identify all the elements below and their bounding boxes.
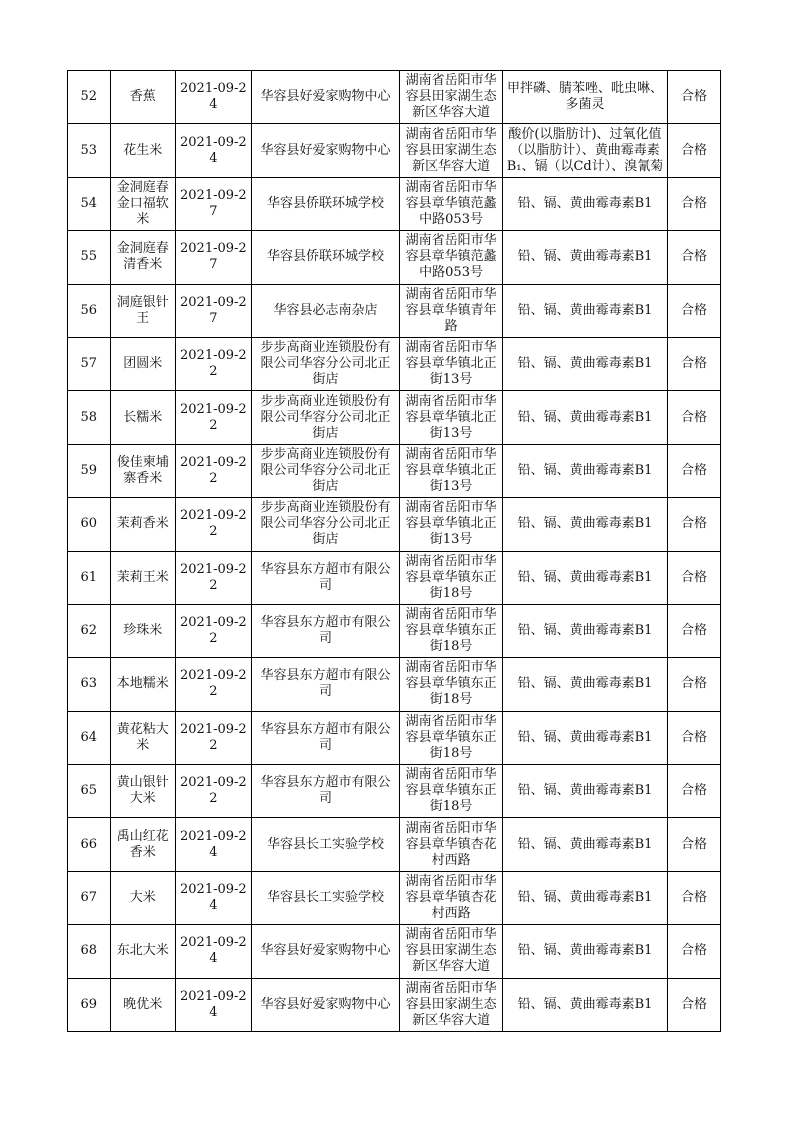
test-items-cell: 铅、镉、黄曲霉毒素B1 <box>502 711 667 764</box>
product-name-cell: 茉莉王米 <box>110 551 175 604</box>
table-row <box>68 818 721 871</box>
row-number-cell: 61 <box>68 551 111 604</box>
row-number-cell: 65 <box>68 765 111 818</box>
table-row <box>68 765 721 818</box>
sampling-date-cell: 2021-09-24 <box>175 978 251 1031</box>
test-result-cell: 合格 <box>668 551 721 604</box>
test-result-cell: 合格 <box>668 124 721 177</box>
table-row <box>68 71 721 124</box>
table-row <box>68 177 721 230</box>
test-result-cell: 合格 <box>668 818 721 871</box>
unit-address-cell: 湖南省岳阳市华容县章华镇东正街18号 <box>400 604 503 657</box>
row-number-cell: 58 <box>68 391 111 444</box>
table-row <box>68 871 721 924</box>
test-result-cell: 合格 <box>668 711 721 764</box>
sampling-date-cell: 2021-09-22 <box>175 658 251 711</box>
row-number-cell: 69 <box>68 978 111 1031</box>
sampling-date-cell: 2021-09-24 <box>175 818 251 871</box>
product-name-cell: 茉莉香米 <box>110 498 175 551</box>
sampled-unit-cell: 步步高商业连锁股份有限公司华容分公司北正街店 <box>251 498 399 551</box>
table-row <box>68 498 721 551</box>
product-name-cell: 珍珠米 <box>110 604 175 657</box>
row-number-cell: 63 <box>68 658 111 711</box>
sampled-unit-cell: 华容县必志南杂店 <box>251 284 399 337</box>
product-name-cell: 俊佳柬埔寨香米 <box>110 444 175 497</box>
product-name-cell: 本地糯米 <box>110 658 175 711</box>
test-items-cell: 铅、镉、黄曲霉毒素B1 <box>502 604 667 657</box>
row-number-cell: 59 <box>68 444 111 497</box>
sampling-date-cell: 2021-09-22 <box>175 444 251 497</box>
test-result-cell: 合格 <box>668 337 721 390</box>
test-result-cell: 合格 <box>668 978 721 1031</box>
product-name-cell: 黄山银针大米 <box>110 765 175 818</box>
product-name-cell: 香蕉 <box>110 71 175 124</box>
sampled-unit-cell: 华容县长工实验学校 <box>251 818 399 871</box>
test-items-cell: 铅、镉、黄曲霉毒素B1 <box>502 284 667 337</box>
table-row <box>68 337 721 390</box>
unit-address-cell: 湖南省岳阳市华容县田家湖生态新区华容大道 <box>400 978 503 1031</box>
table-row <box>68 978 721 1031</box>
sampling-date-cell: 2021-09-24 <box>175 871 251 924</box>
product-name-cell: 洞庭银针王 <box>110 284 175 337</box>
sampled-unit-cell: 华容县好爱家购物中心 <box>251 124 399 177</box>
sampled-unit-cell: 华容县东方超市有限公司 <box>251 765 399 818</box>
sampling-date-cell: 2021-09-22 <box>175 711 251 764</box>
test-result-cell: 合格 <box>668 925 721 978</box>
product-name-cell: 花生米 <box>110 124 175 177</box>
unit-address-cell: 湖南省岳阳市华容县章华镇青年路 <box>400 284 503 337</box>
test-result-cell: 合格 <box>668 871 721 924</box>
sampling-date-cell: 2021-09-24 <box>175 925 251 978</box>
test-result-cell: 合格 <box>668 658 721 711</box>
sampled-unit-cell: 华容县侨联环城学校 <box>251 231 399 284</box>
row-number-cell: 56 <box>68 284 111 337</box>
product-name-cell: 禹山红花香米 <box>110 818 175 871</box>
row-number-cell: 53 <box>68 124 111 177</box>
sampling-date-cell: 2021-09-22 <box>175 551 251 604</box>
unit-address-cell: 湖南省岳阳市华容县田家湖生态新区华容大道 <box>400 124 503 177</box>
sampling-date-cell: 2021-09-22 <box>175 337 251 390</box>
table-body <box>68 71 721 1032</box>
unit-address-cell: 湖南省岳阳市华容县田家湖生态新区华容大道 <box>400 925 503 978</box>
test-result-cell: 合格 <box>668 604 721 657</box>
row-number-cell: 54 <box>68 177 111 230</box>
row-number-cell: 52 <box>68 71 111 124</box>
unit-address-cell: 湖南省岳阳市华容县章华镇北正街13号 <box>400 337 503 390</box>
sampling-date-cell: 2021-09-22 <box>175 391 251 444</box>
product-name-cell: 东北大米 <box>110 925 175 978</box>
test-items-cell: 铅、镉、黄曲霉毒素B1 <box>502 658 667 711</box>
row-number-cell: 66 <box>68 818 111 871</box>
row-number-cell: 64 <box>68 711 111 764</box>
inspection-results-table <box>67 70 721 1032</box>
sampling-date-cell: 2021-09-27 <box>175 177 251 230</box>
test-items-cell: 铅、镉、黄曲霉毒素B1 <box>502 391 667 444</box>
table-row <box>68 444 721 497</box>
unit-address-cell: 湖南省岳阳市华容县田家湖生态新区华容大道 <box>400 71 503 124</box>
table-row <box>68 604 721 657</box>
test-result-cell: 合格 <box>668 177 721 230</box>
table-row <box>68 711 721 764</box>
row-number-cell: 57 <box>68 337 111 390</box>
sampled-unit-cell: 华容县好爱家购物中心 <box>251 978 399 1031</box>
unit-address-cell: 湖南省岳阳市华容县章华镇东正街18号 <box>400 551 503 604</box>
unit-address-cell: 湖南省岳阳市华容县章华镇北正街13号 <box>400 444 503 497</box>
unit-address-cell: 湖南省岳阳市华容县章华镇北正街13号 <box>400 391 503 444</box>
product-name-cell: 大米 <box>110 871 175 924</box>
sampling-date-cell: 2021-09-24 <box>175 71 251 124</box>
unit-address-cell: 湖南省岳阳市华容县章华镇东正街18号 <box>400 711 503 764</box>
sampled-unit-cell: 华容县好爱家购物中心 <box>251 925 399 978</box>
table-row <box>68 391 721 444</box>
sampled-unit-cell: 华容县长工实验学校 <box>251 871 399 924</box>
test-items-cell: 铅、镉、黄曲霉毒素B1 <box>502 231 667 284</box>
row-number-cell: 67 <box>68 871 111 924</box>
table-row <box>68 284 721 337</box>
unit-address-cell: 湖南省岳阳市华容县章华镇杏花村西路 <box>400 818 503 871</box>
unit-address-cell: 湖南省岳阳市华容县章华镇范蠡中路053号 <box>400 177 503 230</box>
test-items-cell: 铅、镉、黄曲霉毒素B1 <box>502 551 667 604</box>
table-row <box>68 124 721 177</box>
unit-address-cell: 湖南省岳阳市华容县章华镇东正街18号 <box>400 658 503 711</box>
sampled-unit-cell: 步步高商业连锁股份有限公司华容分公司北正街店 <box>251 444 399 497</box>
row-number-cell: 60 <box>68 498 111 551</box>
test-items-cell: 铅、镉、黄曲霉毒素B1 <box>502 444 667 497</box>
sampled-unit-cell: 步步高商业连锁股份有限公司华容分公司北正街店 <box>251 391 399 444</box>
sampled-unit-cell: 华容县好爱家购物中心 <box>251 71 399 124</box>
row-number-cell: 62 <box>68 604 111 657</box>
test-items-cell: 铅、镉、黄曲霉毒素B1 <box>502 978 667 1031</box>
unit-address-cell: 湖南省岳阳市华容县章华镇北正街13号 <box>400 498 503 551</box>
table-row <box>68 551 721 604</box>
product-name-cell: 晚优米 <box>110 978 175 1031</box>
product-name-cell: 金洞庭春清香米 <box>110 231 175 284</box>
test-result-cell: 合格 <box>668 391 721 444</box>
test-items-cell: 铅、镉、黄曲霉毒素B1 <box>502 925 667 978</box>
sampled-unit-cell: 华容县东方超市有限公司 <box>251 658 399 711</box>
test-items-cell: 铅、镉、黄曲霉毒素B1 <box>502 818 667 871</box>
sampled-unit-cell: 华容县东方超市有限公司 <box>251 604 399 657</box>
sampling-date-cell: 2021-09-22 <box>175 765 251 818</box>
test-items-cell: 甲拌磷、腈苯唑、吡虫啉、多菌灵 <box>502 71 667 124</box>
sampling-date-cell: 2021-09-27 <box>175 284 251 337</box>
sampled-unit-cell: 步步高商业连锁股份有限公司华容分公司北正街店 <box>251 337 399 390</box>
sampling-date-cell: 2021-09-22 <box>175 604 251 657</box>
row-number-cell: 55 <box>68 231 111 284</box>
product-name-cell: 团圆米 <box>110 337 175 390</box>
test-result-cell: 合格 <box>668 444 721 497</box>
sampling-date-cell: 2021-09-27 <box>175 231 251 284</box>
test-result-cell: 合格 <box>668 231 721 284</box>
test-items-cell: 酸价(以脂肪计)、过氧化值（以脂肪计）、黄曲霉毒素B₁、镉（以Cd计）、溴氰菊 <box>502 124 667 177</box>
sampled-unit-cell: 华容县东方超市有限公司 <box>251 551 399 604</box>
test-items-cell: 铅、镉、黄曲霉毒素B1 <box>502 871 667 924</box>
test-result-cell: 合格 <box>668 765 721 818</box>
unit-address-cell: 湖南省岳阳市华容县章华镇东正街18号 <box>400 765 503 818</box>
table-row <box>68 231 721 284</box>
row-number-cell: 68 <box>68 925 111 978</box>
sampled-unit-cell: 华容县东方超市有限公司 <box>251 711 399 764</box>
test-items-cell: 铅、镉、黄曲霉毒素B1 <box>502 765 667 818</box>
test-items-cell: 铅、镉、黄曲霉毒素B1 <box>502 498 667 551</box>
test-result-cell: 合格 <box>668 498 721 551</box>
test-items-cell: 铅、镉、黄曲霉毒素B1 <box>502 337 667 390</box>
test-items-cell: 铅、镉、黄曲霉毒素B1 <box>502 177 667 230</box>
product-name-cell: 黄花粘大米 <box>110 711 175 764</box>
product-name-cell: 长糯米 <box>110 391 175 444</box>
table-row <box>68 658 721 711</box>
table-row <box>68 925 721 978</box>
sampled-unit-cell: 华容县侨联环城学校 <box>251 177 399 230</box>
unit-address-cell: 湖南省岳阳市华容县章华镇杏花村西路 <box>400 871 503 924</box>
test-result-cell: 合格 <box>668 71 721 124</box>
product-name-cell: 金洞庭春金口福软米 <box>110 177 175 230</box>
sampling-date-cell: 2021-09-22 <box>175 498 251 551</box>
unit-address-cell: 湖南省岳阳市华容县章华镇范蠡中路053号 <box>400 231 503 284</box>
test-result-cell: 合格 <box>668 284 721 337</box>
sampling-date-cell: 2021-09-24 <box>175 124 251 177</box>
